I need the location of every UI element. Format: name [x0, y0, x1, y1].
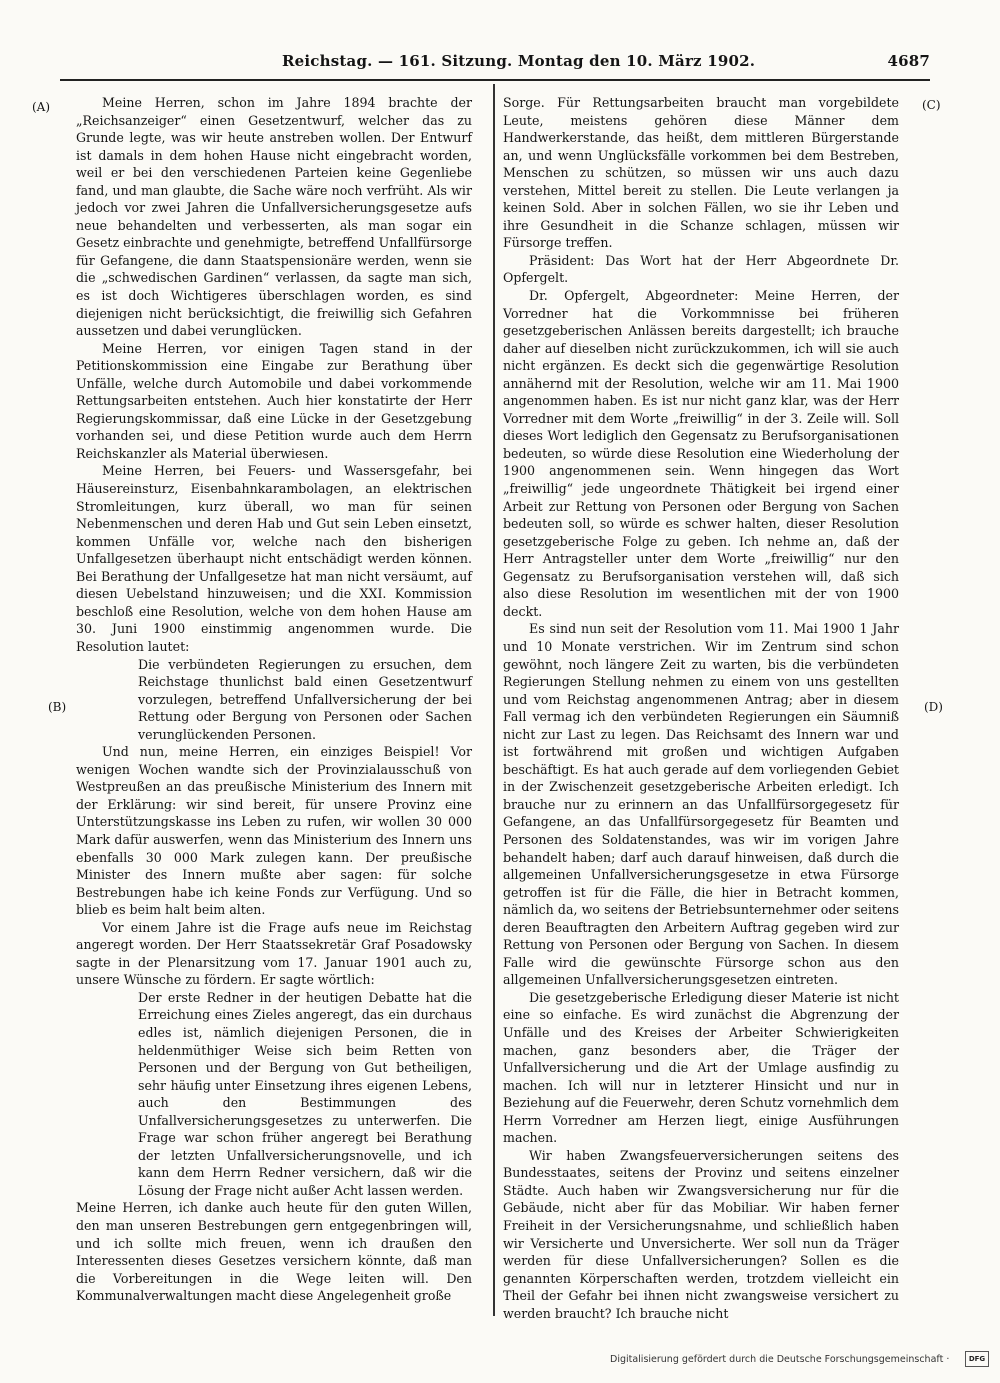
quoted-speech: Der erste Redner in der heutigen Debatte hat die Erreichung eines Zieles angeregt, das ein durchaus edles ist, nämlich diejenigen Personen, die in heldenmüthiger Weise sich beim Retten von Personen und der Bergung von Gut betheiligen, sehr häufig unter Einsetzung ihres eigenen Lebens, auch den Bestimmungen des Unfallversicherungsgesetzes zu unterwerfen. Die Frage war schon früher angeregt bei Berathung der letzten Unfallversicherungsnovelle, und ich kann dem Herrn Redner versichern, daß wir die Lösung der Frage nicht außer Acht lassen werden. [138, 989, 472, 1198]
left-column [76, 94, 472, 1305]
column-divider [493, 84, 495, 1316]
paragraph: Meine Herren, vor einigen Tagen stand in der Petitionskommission eine Eingabe zur Berathung über Unfälle, welche durch Automobile und dabei vorkommende Rettungsarbeiten entstehen. Auch hier konstatirte der Herr Regierungskommissar, daß eine Lücke in der Gesetzgebung vorhanden sei, und diese Petition wurde auch dem Herrn Reichskanzler als Material überwiesen. [76, 340, 472, 461]
paragraph: Und nun, meine Herren, ein einziges Beispiel! Vor wenigen Wochen wandte sich der Provinzialausschuß von Westpreußen an das preußische Ministerium des Innern mit der Erklärung: wir sind bereit, für unsere Provinz eine Unterstützungskasse ins Leben zu rufen, wir wollen 30 000 Mark dafür auswerfen, wenn das Ministerium des Innern uns ebenfalls 30 000 Mark zulegen kann. Der preußische Minister des Innern mußte aber sagen: für solche Bestrebungen habe ich keine Fonds zur Verfügung. Und so blieb es beim halt beim alten. [76, 744, 472, 918]
margin-mark-c: (C) [922, 98, 941, 112]
quoted-resolution: Die verbündeten Regierungen zu ersuchen, dem Reichstage thunlichst bald einen Gesetzentwurf vorzulegen, betreffend Unfallversicherung der bei Rettung oder Bergung von Personen oder Sachen verunglückenden Personen. [138, 656, 472, 742]
paragraph: Die gesetzgeberische Erledigung dieser Materie ist nicht eine so einfache. Es wird zunächst die Abgrenzung der Unfälle und des Kreises der Arbeiter Schwierigkeiten machen, ganz besonders aber, die Träger der Unfallversicherung und die Art der Umlage ausfindig zu machen. Ich will nur in letzterer Hinsicht und nur in Beziehung auf die Feuerwehr, deren Schutz vornehmlich dem Herrn Vorredner am Herzen liegt, einige Ausführungen machen. [503, 989, 899, 1146]
margin-mark-d: (D) [924, 700, 943, 714]
digitization-credit: Digitalisierung gefördert durch die Deutsche Forschungsgemeinschaft · [610, 1354, 950, 1365]
header-rule [60, 79, 930, 81]
margin-mark-b: (B) [48, 700, 67, 714]
header-title: Reichstag. — 161. Sitzung. Montag den 10. März 1902. [282, 52, 756, 70]
paragraph: Sorge. Für Rettungsarbeiten braucht man vorgebildete Leute, meistens gehören diese Männer dem Handwerkerstande, das heißt, dem mittleren Bürgerstande an, und wenn Unglücksfälle vorkommen bei dem Bestreben, Menschen zu schützen, so müssen wir uns auch dazu verstehen, Mittel bereit zu stellen. Die Leute verlangen ja keinen Sold. Aber in solchen Fällen, wo sie ihr Leben und ihre Gesundheit in die Schanze schlagen, müssen wir Fürsorge treffen. [503, 95, 899, 251]
running-header [240, 52, 930, 76]
page-number: 4687 [887, 52, 930, 70]
right-column [503, 94, 899, 1322]
paragraph: Wir haben Zwangsfeuerversicherungen seitens des Bundesstaates, seitens der Provinz und seitens einzelner Städte. Auch haben wir Zwangsversicherung nur für die Gebäude, nicht aber für das Mobiliar. Wir haben ferner Freiheit in der Versicherungsnahme, und schließlich haben wir Versicherte und Unversicherte. Wer soll nun da Träger werden für diese Unfallversicherungen? Sollen es die genannten Körperschaften werden, trotzdem vielleicht ein Theil der Gefahr bei ihnen nicht zwangsweise versichert zu werden braucht? Ich brauche nicht [503, 1147, 899, 1321]
president-remark: Präsident: Das Wort hat der Herr Abgeordnete Dr. Opfergelt. [503, 252, 899, 286]
paragraph: Vor einem Jahre ist die Frage aufs neue im Reichstag angeregt worden. Der Herr Staatssekretär Graf Posadowsky sagte in der Plenarsitzung vom 17. Januar 1901 auch zu, unsere Wünsche zu fördern. Er sagte wörtlich: [76, 919, 472, 988]
paragraph: Meine Herren, ich danke auch heute für den guten Willen, den man unseren Bestrebungen gern entgegenbringen will, und ich sollte mich freuen, wenn ich draußen den Interessenten dieses Gesetzes versichern könnte, daß man die Vorbereitungen in die Wege leiten will. Den Kommunalverwaltungen macht diese Angelegenheit große [76, 1200, 472, 1304]
paragraph: Es sind nun seit der Resolution vom 11. Mai 1900 1 Jahr und 10 Monate verstrichen. Wir im Zentrum sind schon gewöhnt, noch längere Zeit zu warten, bis die verbündeten Regierungen Stellung nehmen zu einem von uns gestellten und vom Reichstag angenommenen Antrag; aber in diesem Fall vermag ich den verbündeten Regierungen ein Säumniß nicht zur Last zu legen. Das Reichsamt des Innern war und ist fortwährend mit großen und wichtigen Aufgaben beschäftigt. Es hat auch gerade auf dem vorliegenden Gebiet in der Zwischenzeit gesetzgeberische Arbeiten erledigt. Ich brauche nur zu erinnern an das Unfallfürsorgegesetz für Gefangene, an das Unfallfürsorgegesetz für Beamten und Personen des Soldatenstandes, was wir im vorigen Jahre behandelt haben; darf auch darauf hinweisen, daß durch die allgemeinen Unfallversicherungsgesetze in etwa Fürsorge getroffen ist für die Fälle, die hier in Betracht kommen, nämlich da, wo seitens der Betriebsunternehmer oder seitens deren Beauftragten den Arbeitern Auftrag gegeben wird zur Rettung von Personen oder Bergung von Sachen. In diesem Falle wird die gewünschte Fürsorge schon aus den allgemeinen Unfallversicherungsgesetzen eintreten. [503, 621, 899, 988]
paragraph: Dr. Opfergelt, Abgeordneter: Meine Herren, der Vorredner hat die Vorkommnisse bei früheren gesetzgeberischen Anlässen bereits dargestellt; ich brauche daher auf dieselben nicht zurückzukommen, ich will sie auch nicht ergänzen. Es deckt sich die gegenwärtige Resolution annähernd mit der Resolution, welche wir am 11. Mai 1900 angenommen haben. Es ist nur nicht ganz klar, was der Herr Vorredner mit dem Worte „freiwillig“ in der 3. Zeile will. Soll dieses Wort lediglich den Gegensatz zu Berufsorganisationen bedeuten, so würde diese Resolution eine Wiederholung der 1900 angenommenen sein. Wenn hingegen das Wort „freiwillig“ jede ungeordnete Thätigkeit bei irgend einer Arbeit zur Rettung von Personen oder Bergung von Sachen bedeuten soll, so würde es schwer halten, dieser Resolution gesetzgeberische Folge zu geben. Ich nehme an, daß der Herr Antragsteller unter dem Worte „freiwillig“ nur den Gegensatz zu Berufsorganisation verstehen will, daß sich also diese Resolution im wesentlichen mit der von 1900 deckt. [503, 288, 899, 619]
paragraph: Meine Herren, schon im Jahre 1894 brachte der „Reichsanzeiger“ einen Gesetzentwurf, welcher das zu Grunde legte, was wir heute anstreben wollen. Der Entwurf ist damals in dem hohen Hause nicht eingebracht worden, weil er bei den verschiedenen Parteien keine Gegenliebe fand, und man glaubte, die Sache wäre noch verfrüht. Als wir jedoch vor zwei Jahren die Unfallversicherungsgesetze aufs neue behandelten und verbesserten, als man sogar ein Gesetz einbrachte und genehmigte, betreffend Unfallfürsorge für Gefangene, die dann Staatspensionäre werden, wenn sie die „schwedischen Gardinen“ verlassen, da sagte man sich, es ist doch Wichtigeres überschlagen worden, es sind diejenigen nicht berücksichtigt, die freiwillig sich Gefahren aussetzen und dabei verunglücken. [76, 95, 472, 339]
paragraph: Meine Herren, bei Feuers- und Wassersgefahr, bei Häusereinsturz, Eisenbahnkarambolagen, an elektrischen Stromleitungen, kurz überall, wo man für seinen Nebenmenschen und deren Hab und Gut sein Leben einsetzt, kommen Unfälle vor, welche nach den bisherigen Unfallgesetzen überhaupt nicht entschädigt werden können. Bei Berathung der Unfallgesetze hat man nicht versäumt, auf diesen Uebelstand hinzuweisen; und die XXI. Kommission beschloß eine Resolution, welche von dem hohen Hause am 30. Juni 1900 einstimmig angenommen wurde. Die Resolution lautet: [76, 463, 472, 654]
margin-mark-a: (A) [32, 100, 51, 114]
dfg-logo: DFG [965, 1351, 989, 1367]
